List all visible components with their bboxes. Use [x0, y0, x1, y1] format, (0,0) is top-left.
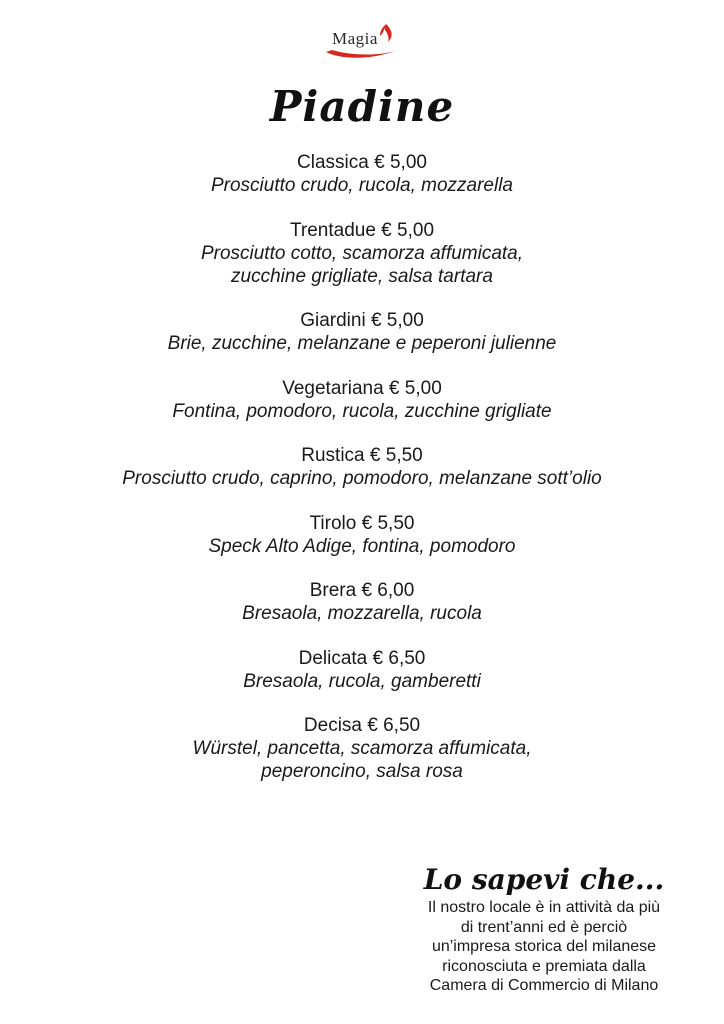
- menu-item-price: € 6,00: [356, 580, 415, 601]
- menu-item-description: peperoncino, salsa rosa: [261, 761, 463, 782]
- menu-item-description: Fontina, pomodoro, rucola, zucchine grigliate: [172, 400, 552, 422]
- menu-item-price: € 5,00: [383, 377, 442, 399]
- menu-item-description: Prosciutto cotto, scamorza affumicata,: [200, 242, 524, 264]
- menu-item-description: Bresaola, rucola, gamberetti: [243, 670, 481, 692]
- menu-item-description: zucchine grigliate, salsa tartara: [231, 265, 493, 287]
- menu-item-name: Rustica: [301, 445, 365, 466]
- menu-item-name: Tirolo: [309, 512, 357, 534]
- note-body: [384, 898, 704, 996]
- menu-item: [0, 309, 724, 355]
- menu-item: [0, 512, 724, 558]
- menu-item-name: Trentadue: [289, 219, 376, 241]
- menu-item: [0, 444, 724, 490]
- menu-item-name: Delicata: [298, 647, 368, 669]
- menu-item-heading: [0, 444, 724, 467]
- menu-item-description: Prosciutto crudo, rucola, mozzarella: [210, 175, 513, 196]
- menu-item: [0, 647, 724, 693]
- menu-item: [0, 579, 724, 625]
- menu-item-heading: [0, 714, 724, 737]
- menu-item-price: € 5,00: [375, 219, 435, 241]
- note-line: un’impresa storica del milanese: [431, 938, 657, 955]
- menu-item-description: Würstel, pancetta, scamorza affumicata,: [192, 738, 532, 759]
- info-note: [384, 862, 704, 996]
- menu-item-price: € 5,50: [356, 512, 415, 534]
- logo-text: Magia: [332, 29, 378, 48]
- menu-item-name: Classica: [297, 152, 369, 173]
- note-line: Camera di Commercio di Milano: [429, 977, 659, 994]
- menu-item: [0, 714, 724, 783]
- menu-item-price: € 5,00: [368, 152, 427, 173]
- menu-item-description: Prosciutto crudo, caprino, pomodoro, melanzane sott’olio: [122, 468, 602, 489]
- menu-item: [0, 151, 724, 197]
- menu-item-name: Brera: [309, 580, 357, 601]
- note-line: Il nostro locale è in attività da più: [427, 899, 661, 916]
- menu-item: [0, 377, 724, 423]
- note-title: Lo sapevi che...: [423, 863, 665, 896]
- menu-item-description: Bresaola, mozzarella, rucola: [242, 603, 482, 624]
- menu-item-price: € 6,50: [361, 715, 421, 736]
- menu-item-description: Brie, zucchine, melanzane e peperoni julienne: [167, 333, 557, 354]
- logo: [322, 22, 404, 62]
- menu-item-description: Speck Alto Adige, fontina, pomodoro: [208, 535, 516, 557]
- menu-item-heading: [0, 219, 724, 242]
- menu-item-name: Decisa: [303, 715, 362, 736]
- menu-item-name: Giardini: [300, 310, 366, 331]
- menu-item: [0, 219, 724, 288]
- menu-item-price: € 5,00: [365, 310, 424, 331]
- menu-item-heading: [0, 512, 724, 535]
- menu-item-heading: [0, 151, 724, 174]
- note-line: di trent’anni ed è perciò: [460, 918, 628, 936]
- menu-item-name: Vegetariana: [282, 377, 384, 399]
- menu-item-price: € 6,50: [367, 647, 426, 669]
- page-title: Piadine: [269, 82, 455, 131]
- menu-item-heading: [0, 579, 724, 602]
- menu-item-heading: [0, 309, 724, 332]
- note-line: riconosciuta e premiata dalla: [442, 957, 646, 975]
- menu-list: [0, 151, 724, 805]
- menu-item-price: € 5,50: [364, 445, 423, 466]
- menu-item-heading: [0, 647, 724, 670]
- menu-item-heading: [0, 377, 724, 400]
